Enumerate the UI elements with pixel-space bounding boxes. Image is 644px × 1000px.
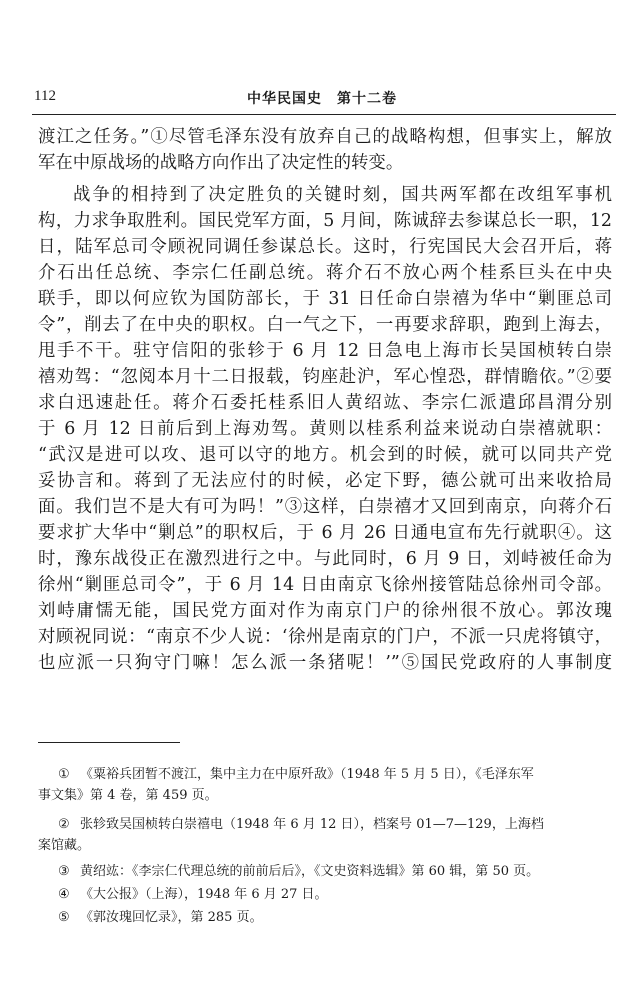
footnote-1 <box>58 765 613 785</box>
body-line: 求白迅速赴任。蒋介石委托桂系旧人黄绍竑、李宗仁派遣邱昌渭分别 <box>38 393 612 413</box>
body-line: 介石出任总统、李宗仁任副总统。蒋介石不放心两个桂系巨头在中央 <box>38 263 612 283</box>
body-line: 联手，即以何应钦为国防部长，于 31 日任命白崇禧为华中“剿匪总司 <box>38 289 612 309</box>
footnote-text: 张轸致吴国桢转白崇禧电（1948 年 6 月 12 日），档案号 01—7—129，上海档 <box>80 817 544 832</box>
body-line: 甩手不干。驻守信阳的张轸于 6 月 12 日急电上海市长吴国桢转白崇 <box>38 341 612 361</box>
body-line: 对顾祝同说：“南京不少人说：‘徐州是南京的门户，不派一只虎将镇守， <box>38 627 612 647</box>
footnote-text: 《粟裕兵团暂不渡江，集中主力在中原歼敌》（1948 年 5 月 5 日），《毛泽东军 <box>80 767 534 782</box>
body-line: 要求扩大华中“剿总”的职权后，于 6 月 26 日通电宣布先行就职④。这 <box>38 523 612 543</box>
footnote-3 <box>58 862 613 882</box>
footnote-5 <box>58 908 613 928</box>
body-line: 军在中原战场的战略方向作出了决定性的转变。 <box>38 153 404 173</box>
footnote-text: 黄绍竑：《李宗仁代理总统的前前后后》，《文史资料选辑》第 60 辑，第 50 页。 <box>80 864 540 879</box>
footnote-mark: ④ <box>58 887 70 902</box>
body-line: 妥协言和。蒋到了无法应付的时候，必定下野，德公就可出来收拾局 <box>38 471 612 491</box>
body-line: 刘峙庸懦无能，国民党方面对作为南京门户的徐州很不放心。郭汝瑰 <box>38 601 612 621</box>
footnote-mark: ⑤ <box>58 910 70 925</box>
body-line: “武汉是进可以攻、退可以守的地方。机会到的时候，就可以同共产党 <box>38 445 612 465</box>
body-line: 徐州“剿匪总司令”，于 6 月 14 日由南京飞徐州接管陆总徐州司令部。 <box>38 575 612 595</box>
footnote-mark: ② <box>58 817 70 832</box>
footnote-text: 《大公报》（上海），1948 年 6 月 27 日。 <box>80 887 328 902</box>
page-number: 112 <box>34 88 56 104</box>
body-line: 渡江之任务。”①尽管毛泽东没有放弃自己的战略构想，但事实上，解放 <box>38 127 612 147</box>
footnote-rule <box>38 742 180 743</box>
body-line: 时，豫东战役正在激烈进行之中。与此同时，6 月 9 日，刘峙被任命为 <box>38 549 612 569</box>
footnote-text: 《郭汝瑰回忆录》，第 285 页。 <box>80 910 263 925</box>
body-line: 战争的相持到了决定胜负的关键时刻，国共两军都在改组军事机 <box>73 185 612 205</box>
footnote-mark: ③ <box>58 864 70 879</box>
body-line: 于 6 月 12 日前后到上海劝驾。黄则以桂系利益来说动白崇禧就职： <box>38 419 612 439</box>
footnote-2-cont: 案馆藏。 <box>38 838 91 853</box>
body-line: 也应派一只狗守门嘛！怎么派一条猪呢！’”⑤国民党政府的人事制度 <box>38 653 612 673</box>
running-head: 中华民国史 第十二卷 <box>247 91 397 107</box>
body-line: 构，力求争取胜利。国民党军方面，5 月间，陈诚辞去参谋总长一职，12 <box>38 211 612 231</box>
footnote-4 <box>58 885 613 905</box>
footnote-1-cont: 事文集》第 4 卷，第 459 页。 <box>38 788 218 803</box>
footnote-2 <box>58 815 613 835</box>
body-line: 禧劝驾：“忽阅本月十二日报载，钧座赴沪，军心惶恐，群情瞻依。”②要 <box>38 367 612 387</box>
body-line: 面。我们岂不是大有可为吗！”③这样，白崇禧才又回到南京，向蒋介石 <box>38 497 612 517</box>
header-rule <box>32 114 616 115</box>
footnote-mark: ① <box>58 767 70 782</box>
body-line: 日，陆军总司令顾祝同调任参谋总长。这时，行宪国民大会召开后，蒋 <box>38 237 612 257</box>
body-line: 令”，削去了在中央的职权。白一气之下，一再要求辞职，跑到上海去， <box>38 315 612 335</box>
